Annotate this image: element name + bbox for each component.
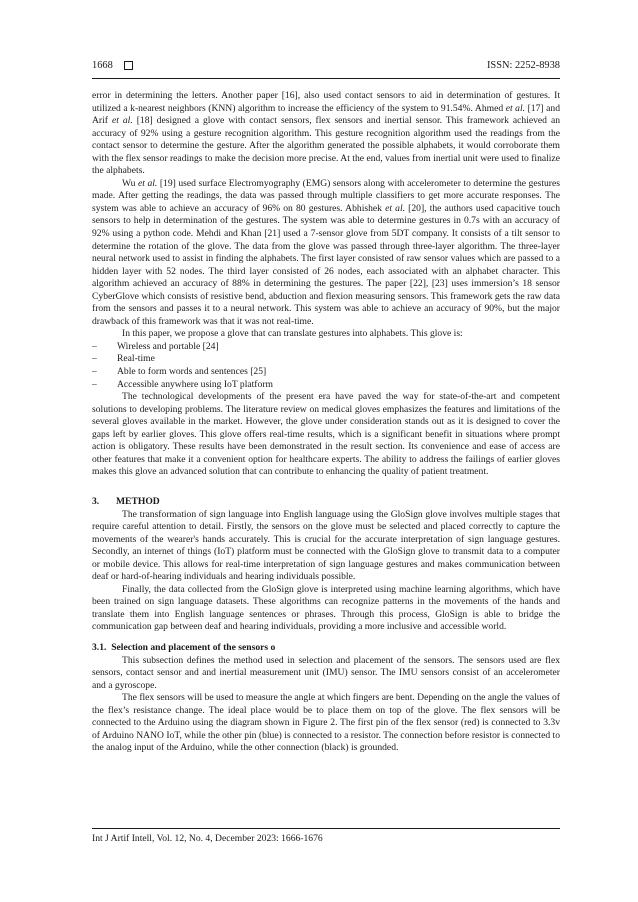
square-box-icon — [124, 61, 133, 70]
journal-citation-footer: Int J Artif Intell, Vol. 12, No. 4, December 2023: 1666-1676 — [92, 833, 323, 844]
subsection-title: Selection and placement of the sensors o — [111, 641, 276, 653]
intro-paragraph-4: The technological developments of the present era have paved the way for state-of-the-art and competent solutions to developing problems. The literature review on medical gloves emphasizes the features and limitations of the several gloves available in the market. However, the glove under consideration stands out as it is designed to cover the gaps left by earlier gloves. This glove offers real-time results, which is a significant benefit in situations where prompt action is obligatory. These results have been demonstrated in the result section. Its convenience and ease of access are other features that make it a convenient option for healthcare experts. The ability to address the failings of earlier gloves makes this glove an advanced solution that can contribute to enhancing the quality of patient treatment. — [92, 391, 560, 478]
subsection-number: 3.1. — [92, 641, 107, 653]
section-number: 3. — [92, 495, 100, 507]
subsection-heading — [92, 642, 560, 655]
footer-rule — [92, 828, 560, 829]
intro-paragraph-1: error in determining the letters. Another paper [16], also used contact sensors to aid in determination of gestures. It utilized a k-nearest neighbors (KNN) algorithm to increase the efficiency of the system to 91.54%. Ahmed et al. [17] and Arif et al. [18] designed a glove with contact sensors, flex sensors and inertial sensor. This framework achieved an accuracy of 92% using a gesture recognition algorithm. This gesture recognition algorithm used the readings from the contact sensor to determine the gesture. After the algorithm generated the possible alphabets, it would corroborate them with the flex sensor readings to make the decision more precise. At the end, values from inertial unit were used to finalize the alphabets. — [92, 90, 560, 177]
subsection-paragraph-2: The flex sensors will be used to measure the angle at which fingers are bent. Depending on the angle the values of the flex’s resistance change. The ideal place would be to place them on top of the glove. The flex sensors will be connected to the Arduino using the diagram shown in Figure 2. The first pin of the flex sensor (red) is connected to 3.3v of Arduino NANO IoT, while the other pin (blue) is connected to a resistor. The connection before resistor is connected to the analog input of the Arduino, while the other connection (black) is grounded. — [92, 692, 561, 754]
method-paragraph-1: The transformation of sign language into English language using the GloSign glove involves multiple stages that require careful attention to detail. Firstly, the sensors on the glove must be selected and placed correctly to capture the movements of the wearer's hands accurately. This is crucial for the accurate interpretation of sign language gestures. Secondly, an internet of things (IoT) platform must be connected with the GloSign glove to transmit data to a computer or mobile device. This allows for real-time interpretation of sign language gestures and makes communication between deaf or hard-of-hearing individuals and hearing individuals possible. — [92, 508, 560, 583]
list-item: – Wireless and portable [24] — [92, 341, 560, 354]
glove-feature-list — [92, 341, 560, 391]
section-title: METHOD — [116, 495, 160, 507]
subsection-paragraph-1: This subsection defines the method used in selection and placement of the sensors. The sensors used are flex sensors, contact sensor and and inertial measurement unit (IMU) sensor. The IMU sensors consist of an accelerometer and a gyroscope. — [92, 654, 560, 691]
main-text — [92, 90, 560, 755]
method-paragraph-2: Finally, the data collected from the GloSign glove is interpreted using machine learning algorithms, which have been trained on sign language datasets. These algorithms can recognize patterns in the movements of the hands and translate them into English language sentences or phrases. Through this process, GloSign is able to bridge the communication gap between deaf and hearing individuals, providing a more inclusive and accessible world. — [92, 583, 560, 633]
intro-paragraph-3: In this paper, we propose a glove that can translate gestures into alphabets. This glove is: — [122, 328, 463, 340]
list-item: – Accessible anywhere using IoT platform — [92, 379, 560, 392]
intro-paragraph-2: Wu et al. [19] used surface Electromyography (EMG) sensors along with accelerometer to determine the gestures made. After getting the readings, the data was passed through multiple classifiers to get more accurate responses. The system was able to achieve an accuracy of 96% on 80 gestures. Abhishek et al. [20], the authors used capacitive touch sensors to help in determination of the gestures. The system was able to determine gestures in 0.7s with an accuracy of 92% using a python code. Mehdi and Khan [21] used a 7-sensor glove from 5DT company. It consists of a tilt sensor to determine the rotation of the glove. The data from the glove was passed through three-layer algorithm. The three-layer neural network used to assist in finding the alphabets. The first layer consisted of raw sensor values which are passed to a hidden layer with 52 nodes. The third layer consisted of 26 nodes, each associated with an alphabet character. This algorithm achieved an accuracy of 88% in determining the gestures. The paper [22], [23] uses immersion’s 18 sensor CyberGlove which consists of resistive bend, abduction and flexion measuring sensors. This framework gets the raw data from the sensors and passes it to a neural network. This system was able to achieve an accuracy of 90%, but the major drawback of this framework was that it was not real-time. — [92, 177, 560, 327]
journal-issn: ISSN: 2252-8938 — [486, 60, 560, 71]
section-heading — [92, 496, 560, 509]
header-rule — [92, 78, 560, 79]
list-item: – Real-time — [92, 353, 560, 366]
list-item: – Able to form words and sentences [25] — [92, 366, 560, 379]
running-header — [92, 59, 560, 75]
page-number: 1668 — [92, 60, 113, 71]
